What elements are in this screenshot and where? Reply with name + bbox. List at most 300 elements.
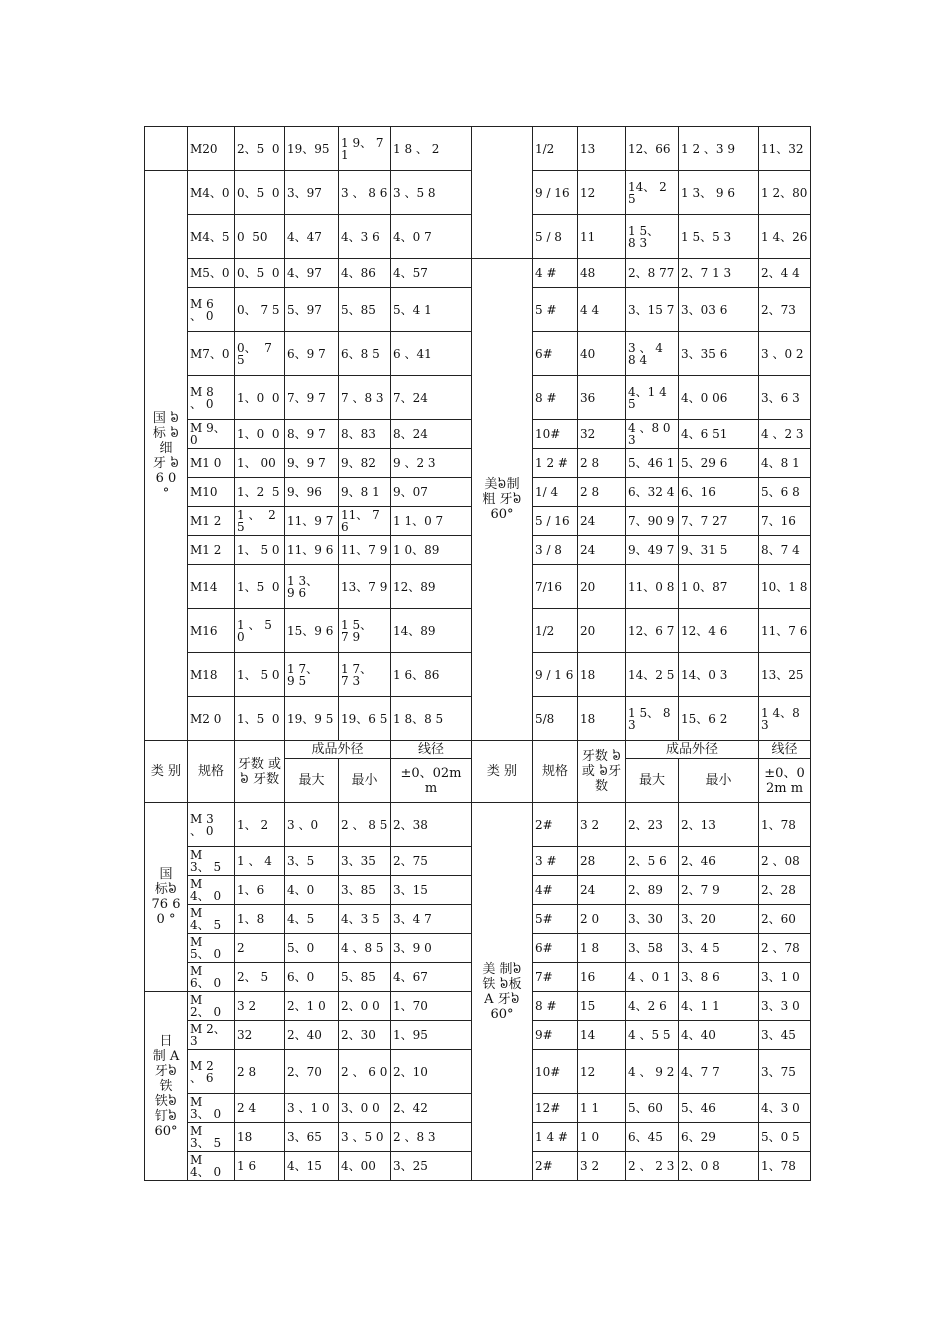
od-min-cell: 4、86 (339, 259, 391, 288)
spec-cell: M20 (188, 127, 235, 171)
od-min-cell: 4、00 (339, 1152, 391, 1181)
spec-cell: 7# (533, 963, 578, 992)
spec-cell: 8 # (533, 376, 578, 420)
wire-cell: 1、78 (759, 803, 811, 847)
od-max-cell: 4 、0 1 (626, 963, 679, 992)
header-pitch: 牙数 或៦ 牙数 (235, 741, 285, 803)
group-label-gb-76: 国 标៦ 76 6 0 ° (145, 803, 188, 992)
spec-cell: M 2 、 6 (188, 1050, 235, 1094)
wire-cell: 1 4、26 (759, 215, 811, 259)
od-max-cell: 19、95 (285, 127, 339, 171)
pitch-cell: 1、6 (235, 876, 285, 905)
pitch-cell: 1、0 0 (235, 376, 285, 420)
od-min-cell: 2、30 (339, 1021, 391, 1050)
table-header-row (145, 741, 811, 759)
pitch-cell: 0、 7 5 (235, 288, 285, 332)
od-max-cell: 3、97 (285, 171, 339, 215)
pitch-cell: 36 (578, 376, 626, 420)
wire-cell: 4、67 (391, 963, 472, 992)
pitch-cell: 1 1 (578, 1094, 626, 1123)
spec-cell: 5 # (533, 288, 578, 332)
spec-cell: 7/16 (533, 565, 578, 609)
pitch-cell: 15 (578, 992, 626, 1021)
group-label-us-tapping: 美 制៦铁 ៦板 A 牙៦ 60° (472, 803, 533, 1181)
pitch-cell: 28 (578, 847, 626, 876)
od-max-cell: 4、2 6 (626, 992, 679, 1021)
spec-cell: 9 / 1 6 (533, 653, 578, 697)
od-min-cell: 4、7 7 (679, 1050, 759, 1094)
group-label-us-coarse: 美៦制 粗 牙៦ 60° (472, 259, 533, 741)
pitch-cell: 1、0 0 (235, 420, 285, 449)
wire-cell: 3、1 0 (759, 963, 811, 992)
wire-cell: 8、7 4 (759, 536, 811, 565)
od-max-cell: 5、97 (285, 288, 339, 332)
od-max-cell: 11、0 8 (626, 565, 679, 609)
wire-cell: 3、15 (391, 876, 472, 905)
spec-cell: 1 4 # (533, 1123, 578, 1152)
wire-cell: 1 2、80 (759, 171, 811, 215)
od-max-cell: 3、65 (285, 1123, 339, 1152)
pitch-cell: 1 8 (578, 934, 626, 963)
wire-cell: 2、28 (759, 876, 811, 905)
spec-cell: M4、 0 (188, 1152, 235, 1181)
spec-cell: M7、0 (188, 332, 235, 376)
pitch-cell: 3 2 (578, 803, 626, 847)
wire-cell: 1 4、8 3 (759, 697, 811, 741)
spec-cell: 5/8 (533, 697, 578, 741)
spec-cell: M4、 5 (188, 905, 235, 934)
header-wire-diameter: 线径 (759, 741, 811, 759)
od-max-cell: 1 7、9 5 (285, 653, 339, 697)
od-max-cell: 11、9 6 (285, 536, 339, 565)
wire-cell: 2 、8 3 (391, 1123, 472, 1152)
od-max-cell: 9、49 7 (626, 536, 679, 565)
wire-cell: 1、78 (759, 1152, 811, 1181)
pitch-cell: 2 (235, 934, 285, 963)
wire-cell: 2、4 4 (759, 259, 811, 288)
pitch-cell: 1、 5 0 (235, 653, 285, 697)
spec-cell: 4 # (533, 259, 578, 288)
wire-cell: 1 8、8 5 (391, 697, 472, 741)
pitch-cell: 2 4 (235, 1094, 285, 1123)
od-max-cell: 2、70 (285, 1050, 339, 1094)
od-min-cell: 5、85 (339, 963, 391, 992)
header-finished-od: 成品外径 (285, 741, 391, 759)
od-min-cell: 4、3 6 (339, 215, 391, 259)
spec-cell: M2 0 (188, 697, 235, 741)
pitch-cell: 3 2 (235, 992, 285, 1021)
spec-cell: 9# (533, 1021, 578, 1050)
pitch-cell: 0、 7 5 (235, 332, 285, 376)
pitch-cell: 14 (578, 1021, 626, 1050)
header-max: 最大 (626, 759, 679, 803)
od-max-cell: 14、 2 5 (626, 171, 679, 215)
od-min-cell: 3、35 (339, 847, 391, 876)
od-min-cell: 4 、8 5 (339, 934, 391, 963)
od-min-cell: 2 、 8 5 (339, 803, 391, 847)
spec-cell: M3、 5 (188, 1123, 235, 1152)
od-min-cell: 5、85 (339, 288, 391, 332)
od-min-cell: 2、13 (679, 803, 759, 847)
spec-cell: 5 / 8 (533, 215, 578, 259)
wire-cell: 4、3 0 (759, 1094, 811, 1123)
pitch-cell: 24 (578, 536, 626, 565)
wire-cell: 2、38 (391, 803, 472, 847)
od-max-cell: 14、2 5 (626, 653, 679, 697)
table-row (145, 803, 811, 847)
spec-cell: M 9、0 (188, 420, 235, 449)
spec-cell: 10# (533, 420, 578, 449)
header-pitch: 牙数 ៦或 ៦牙 数 (578, 741, 626, 803)
wire-cell: 1 0、89 (391, 536, 472, 565)
od-max-cell: 1 5、8 3 (626, 215, 679, 259)
od-max-cell: 4、1 4 5 (626, 376, 679, 420)
od-min-cell: 12、4 6 (679, 609, 759, 653)
spec-cell: M4、5 (188, 215, 235, 259)
od-min-cell: 3、8 6 (679, 963, 759, 992)
od-min-cell: 11、 7 6 (339, 507, 391, 536)
wire-cell: 6 、41 (391, 332, 472, 376)
od-max-cell: 4 、 9 2 (626, 1050, 679, 1094)
pitch-cell: 0、5 0 (235, 259, 285, 288)
od-max-cell: 4、97 (285, 259, 339, 288)
od-max-cell: 3 、 4 8 4 (626, 332, 679, 376)
wire-cell: 3 、0 2 (759, 332, 811, 376)
spec-cell: 10# (533, 1050, 578, 1094)
spec-cell: 8 # (533, 992, 578, 1021)
wire-cell: 5、4 1 (391, 288, 472, 332)
wire-cell: 3、45 (759, 1021, 811, 1050)
od-min-cell: 3 、 8 6 (339, 171, 391, 215)
pitch-cell: 1 、 25 (235, 507, 285, 536)
od-min-cell: 4、6 51 (679, 420, 759, 449)
od-max-cell: 11、9 7 (285, 507, 339, 536)
od-max-cell: 4 、8 0 3 (626, 420, 679, 449)
wire-cell: 13、25 (759, 653, 811, 697)
od-max-cell: 15、9 6 (285, 609, 339, 653)
od-max-cell: 5、46 1 (626, 449, 679, 478)
od-min-cell: 1 0、87 (679, 565, 759, 609)
spec-cell: 2# (533, 803, 578, 847)
od-max-cell: 3 、0 (285, 803, 339, 847)
pitch-cell: 1 、 5 0 (235, 609, 285, 653)
od-max-cell: 3、58 (626, 934, 679, 963)
pitch-cell: 48 (578, 259, 626, 288)
od-min-cell: 6、16 (679, 478, 759, 507)
od-max-cell: 19、9 5 (285, 697, 339, 741)
pitch-cell: 2 8 (235, 1050, 285, 1094)
od-min-cell: 1 7、7 3 (339, 653, 391, 697)
od-min-cell: 9、82 (339, 449, 391, 478)
pitch-cell: 1 6 (235, 1152, 285, 1181)
pitch-cell: 0 50 (235, 215, 285, 259)
od-max-cell: 3、5 (285, 847, 339, 876)
wire-cell: 3、75 (759, 1050, 811, 1094)
spec-cell: M18 (188, 653, 235, 697)
od-max-cell: 3、30 (626, 905, 679, 934)
od-min-cell: 1 5、7 9 (339, 609, 391, 653)
od-max-cell: 4、0 (285, 876, 339, 905)
spec-cell: M1 0 (188, 449, 235, 478)
od-max-cell: 4、5 (285, 905, 339, 934)
pitch-cell: 18 (578, 697, 626, 741)
od-min-cell: 2、0 8 (679, 1152, 759, 1181)
od-max-cell: 4 、5 5 (626, 1021, 679, 1050)
od-max-cell: 7、9 7 (285, 376, 339, 420)
pitch-cell: 1、 2 (235, 803, 285, 847)
od-min-cell: 1 5、5 3 (679, 215, 759, 259)
od-max-cell: 4、15 (285, 1152, 339, 1181)
pitch-cell: 20 (578, 565, 626, 609)
od-min-cell: 15、6 2 (679, 697, 759, 741)
od-max-cell: 7、90 9 (626, 507, 679, 536)
spec-cell: M6、 0 (188, 963, 235, 992)
spec-cell: 1/ 4 (533, 478, 578, 507)
pitch-cell: 4 4 (578, 288, 626, 332)
od-max-cell: 5、60 (626, 1094, 679, 1123)
pitch-cell: 24 (578, 876, 626, 905)
od-max-cell: 2、5 6 (626, 847, 679, 876)
wire-cell: 1、95 (391, 1021, 472, 1050)
od-max-cell: 4、47 (285, 215, 339, 259)
wire-cell: 3、9 0 (391, 934, 472, 963)
wire-cell: 4、8 1 (759, 449, 811, 478)
od-max-cell: 8、9 7 (285, 420, 339, 449)
wire-cell: 1 1、0 7 (391, 507, 472, 536)
pitch-cell: 2 8 (578, 449, 626, 478)
od-min-cell: 3、03 6 (679, 288, 759, 332)
wire-cell: 9 、2 3 (391, 449, 472, 478)
od-max-cell: 6、0 (285, 963, 339, 992)
od-min-cell: 19、6 5 (339, 697, 391, 741)
spec-cell: 6# (533, 934, 578, 963)
wire-cell: 10、1 8 (759, 565, 811, 609)
header-min: 最小 (339, 759, 391, 803)
od-min-cell: 1 3、 9 6 (679, 171, 759, 215)
wire-cell: 3、4 7 (391, 905, 472, 934)
od-max-cell: 3 、1 0 (285, 1094, 339, 1123)
spec-cell: M 3 、 0 (188, 803, 235, 847)
od-min-cell: 3、35 6 (679, 332, 759, 376)
od-min-cell: 11、7 9 (339, 536, 391, 565)
wire-cell: 2、10 (391, 1050, 472, 1094)
group-label-gb-fine: 国 ៦ 标 ៦ 细 牙 ៦ 6 0 ° (145, 171, 188, 741)
header-min: 最小 (679, 759, 759, 803)
wire-cell: 2、73 (759, 288, 811, 332)
od-min-cell: 3、85 (339, 876, 391, 905)
od-min-cell: 3、0 0 (339, 1094, 391, 1123)
pitch-cell: 1、 5 0 (235, 536, 285, 565)
pitch-cell: 40 (578, 332, 626, 376)
pitch-cell: 13 (578, 127, 626, 171)
spec-cell: 1/2 (533, 609, 578, 653)
table-row (145, 259, 811, 288)
spec-cell: 12# (533, 1094, 578, 1123)
pitch-cell: 20 (578, 609, 626, 653)
pitch-cell: 11 (578, 215, 626, 259)
header-tolerance: ±0、02m m (759, 759, 811, 803)
od-max-cell: 6、32 4 (626, 478, 679, 507)
spec-cell: 3 # (533, 847, 578, 876)
empty-group-cell (472, 127, 533, 259)
spec-cell: M2、 0 (188, 992, 235, 1021)
pitch-cell: 1、 00 (235, 449, 285, 478)
spec-cell: M 8 、 0 (188, 376, 235, 420)
wire-cell: 5、6 8 (759, 478, 811, 507)
wire-cell: 5、0 5 (759, 1123, 811, 1152)
od-min-cell: 2 、 6 0 (339, 1050, 391, 1094)
od-min-cell: 2、7 9 (679, 876, 759, 905)
spec-cell: M 6 、 0 (188, 288, 235, 332)
od-max-cell: 2、89 (626, 876, 679, 905)
od-min-cell: 1 2 、3 9 (679, 127, 759, 171)
spec-cell: M16 (188, 609, 235, 653)
spec-cell: M3、 0 (188, 1094, 235, 1123)
pitch-cell: 18 (578, 653, 626, 697)
wire-cell: 11、7 6 (759, 609, 811, 653)
wire-cell: 2 、78 (759, 934, 811, 963)
header-wire-diameter: 线径 (391, 741, 472, 759)
od-max-cell: 2、23 (626, 803, 679, 847)
pitch-cell: 1、5 0 (235, 565, 285, 609)
wire-cell: 14、89 (391, 609, 472, 653)
pitch-cell: 32 (578, 420, 626, 449)
header-spec: 规格 (188, 741, 235, 803)
od-min-cell: 4、3 5 (339, 905, 391, 934)
od-min-cell: 13、7 9 (339, 565, 391, 609)
od-max-cell: 1 3、9 6 (285, 565, 339, 609)
od-min-cell: 5、46 (679, 1094, 759, 1123)
spec-cell: M 2、3 (188, 1021, 235, 1050)
od-min-cell: 9、31 5 (679, 536, 759, 565)
od-min-cell: 4、0 06 (679, 376, 759, 420)
spec-cell: M4、 0 (188, 876, 235, 905)
od-min-cell: 4、1 1 (679, 992, 759, 1021)
od-max-cell: 6、45 (626, 1123, 679, 1152)
od-min-cell: 2、46 (679, 847, 759, 876)
spec-cell: M14 (188, 565, 235, 609)
wire-cell: 3 、5 8 (391, 171, 472, 215)
od-min-cell: 5、29 6 (679, 449, 759, 478)
od-max-cell: 2 、 2 3 (626, 1152, 679, 1181)
pitch-cell: 2、5 0 (235, 127, 285, 171)
wire-cell: 2、60 (759, 905, 811, 934)
od-max-cell: 2、40 (285, 1021, 339, 1050)
wire-cell: 2、75 (391, 847, 472, 876)
spec-cell: 5 / 16 (533, 507, 578, 536)
wire-cell: 7、24 (391, 376, 472, 420)
od-max-cell: 1 5、 8 3 (626, 697, 679, 741)
spec-cell: M3、 5 (188, 847, 235, 876)
group-label-jp-a: 日 制 A 牙៦ 铁 铁៦ 钉៦ 60° (145, 992, 188, 1181)
od-min-cell: 14、0 3 (679, 653, 759, 697)
od-max-cell: 9、96 (285, 478, 339, 507)
od-min-cell: 2、0 0 (339, 992, 391, 1021)
pitch-cell: 1 、 4 (235, 847, 285, 876)
header-max: 最大 (285, 759, 339, 803)
pitch-cell: 3 2 (578, 1152, 626, 1181)
od-max-cell: 12、6 7 (626, 609, 679, 653)
wire-cell: 11、32 (759, 127, 811, 171)
wire-cell: 12、89 (391, 565, 472, 609)
wire-cell: 3、6 3 (759, 376, 811, 420)
wire-cell: 3、25 (391, 1152, 472, 1181)
header-spec: 规格 (533, 741, 578, 803)
empty-group-cell (145, 127, 188, 171)
header-tolerance: ±0、02m m (391, 759, 472, 803)
od-min-cell: 7、7 27 (679, 507, 759, 536)
pitch-cell: 2 8 (578, 478, 626, 507)
spec-cell: 1 2 # (533, 449, 578, 478)
header-finished-od: 成品外径 (626, 741, 759, 759)
spec-cell: 5# (533, 905, 578, 934)
spec-cell: M5、0 (188, 259, 235, 288)
pitch-cell: 2 0 (578, 905, 626, 934)
wire-cell: 4 、2 3 (759, 420, 811, 449)
spec-cell: 2# (533, 1152, 578, 1181)
pitch-cell: 16 (578, 963, 626, 992)
header-category: 类 别 (472, 741, 533, 803)
od-min-cell: 4、40 (679, 1021, 759, 1050)
od-max-cell: 2、8 77 (626, 259, 679, 288)
wire-cell: 7、16 (759, 507, 811, 536)
od-max-cell: 3、15 7 (626, 288, 679, 332)
od-min-cell: 3、20 (679, 905, 759, 934)
pitch-cell: 12 (578, 1050, 626, 1094)
od-min-cell: 7 、8 3 (339, 376, 391, 420)
wire-cell: 1、70 (391, 992, 472, 1021)
wire-cell: 1 8 、 2 (391, 127, 472, 171)
spec-cell: M5、 0 (188, 934, 235, 963)
od-min-cell: 6、29 (679, 1123, 759, 1152)
pitch-cell: 0、5 0 (235, 171, 285, 215)
od-min-cell: 3 、5 0 (339, 1123, 391, 1152)
spec-cell: M10 (188, 478, 235, 507)
thread-spec-table (144, 126, 811, 1181)
od-max-cell: 12、66 (626, 127, 679, 171)
od-min-cell: 3、4 5 (679, 934, 759, 963)
pitch-cell: 1、8 (235, 905, 285, 934)
wire-cell: 8、24 (391, 420, 472, 449)
wire-cell: 2、42 (391, 1094, 472, 1123)
pitch-cell: 1、2 5 (235, 478, 285, 507)
wire-cell: 3、3 0 (759, 992, 811, 1021)
od-min-cell: 6、8 5 (339, 332, 391, 376)
pitch-cell: 1 0 (578, 1123, 626, 1152)
spec-cell: 4# (533, 876, 578, 905)
od-min-cell: 9、8 1 (339, 478, 391, 507)
wire-cell: 2 、08 (759, 847, 811, 876)
pitch-cell: 32 (235, 1021, 285, 1050)
spec-cell: 3 / 8 (533, 536, 578, 565)
od-max-cell: 2、1 0 (285, 992, 339, 1021)
od-min-cell: 1 9、 7 1 (339, 127, 391, 171)
pitch-cell: 18 (235, 1123, 285, 1152)
spec-cell: 6# (533, 332, 578, 376)
header-category: 类 别 (145, 741, 188, 803)
pitch-cell: 12 (578, 171, 626, 215)
wire-cell: 4、57 (391, 259, 472, 288)
wire-cell: 1 6、86 (391, 653, 472, 697)
od-max-cell: 9、9 7 (285, 449, 339, 478)
spec-cell: 9 / 16 (533, 171, 578, 215)
spec-cell: M1 2 (188, 507, 235, 536)
od-min-cell: 2、7 1 3 (679, 259, 759, 288)
pitch-cell: 2、 5 (235, 963, 285, 992)
od-max-cell: 5、0 (285, 934, 339, 963)
od-max-cell: 6、9 7 (285, 332, 339, 376)
table-row (145, 127, 811, 171)
